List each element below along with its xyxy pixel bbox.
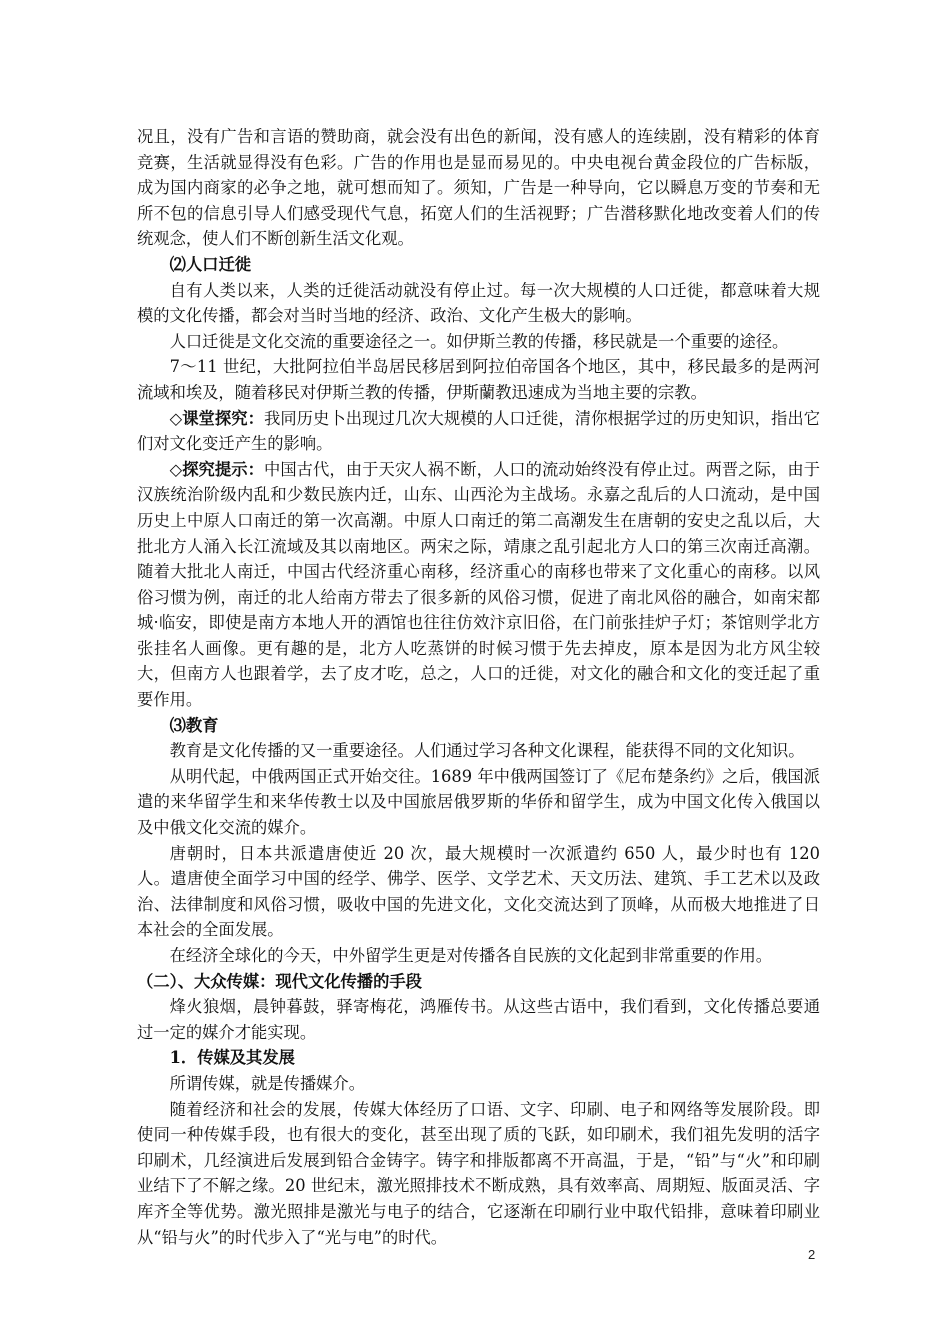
paragraph-tang-japan: 唐朝时，日本共派遣唐使近 20 次，最大规模时一次派遣约 650 人，最少时也有 120 人。遣唐使全面学习中国的经学、佛学、医学、文学艺术、天文历法、建筑、手工艺术以及政治、法律制度和风俗习惯，吸收中国的先进文化，文化交流达到了顶峰，从而极大地推进了日本社会的全面发展。 (137, 843, 820, 940)
paragraph-inquiry-hint (137, 457, 820, 713)
paragraph-education-intro: 教育是文化传播的又一重要途径。人们通过学习各种文化课程，能获得不同的文化知识。 (169, 741, 805, 761)
heading-education: ⑶教育 (169, 715, 219, 735)
inquiry-hint-text: 中国古代，由于天灾人祸不断，人口的流动始终没有停止过。两晋之际，由于汉族统治阶级内乱和少数民族内迁，山东、山西沦为主战场。永嘉之乱后的人口流动，是中国历史上中原人口南迁的第一次高潮。中原人口南迁的第二高潮发生在唐朝的安史之乱以后，大批北方人涌入长江流域及其以南地区。两宋之际，靖康之乱引起北方人口的第三次南迁高潮。随着大批北人南迁，中国古代经济重心南移，经济重心的南移也带来了文化重心的南移。以风俗习惯为例，南迁的北人给南方带去了很多新的风俗习惯，促进了南北风俗的融合，如南宋都城·临安，即使是南方本地人开的酒馆也往往仿效汴京旧俗，在门前张挂炉子灯；茶馆则学北方张挂名人画像。更有趣的是，北方人吃蒸饼的时候习惯于先去掉皮，原本是因为北方风尘较大，但南方人也跟着学，去了皮才吃，总之，人口的迁徙，对文化的融合和文化的变迁起了重要作用。 (137, 459, 820, 710)
class-inquiry-text: 我同历史卜出现过几次大规模的人口迁徙，清你根据学过的历史知识，指出它们对文化变迁产生的影响。 (137, 408, 820, 454)
heading-migration: ⑵人口迁徙 (169, 254, 252, 274)
inquiry-hint-label: ◇探究提示： (169, 459, 264, 479)
paragraph-globalization: 在经济全球化的今天，中外留学生更是对传播各自民族的文化起到非常重要的作用。 (169, 946, 773, 965)
paragraph-migration-intro: 自有人类以来，人类的迁徙活动就没有停止过。每一次大规模的人口迁徙，都意味着大规模的文化传播，都会对当时当地的经济、政治、文化产生极大的影响。 (137, 280, 820, 326)
paragraph-media-history: 随着经济和社会的发展，传媒大体经历了口语、文字、印刷、电子和网络等发展阶段。即使同一种传媒手段，也有很大的变化，甚至出现了质的飞跃，如印刷术，我们祖先发明的活字印刷术，几经演进后发展到铅合金铸字。铸字和排版都离不开高温，于是，“铅”与“火”和印刷业结下了不解之缘。20 世纪末，激光照排技术不断成熟，具有效率高、周期短、版面灵活、字库齐全等优势。激光照排是激光与电子的结合，它逐渐在印刷行业中取代铅排，意味着印刷业从“铅与火”的时代步入了“光与电”的时代。 (137, 1099, 820, 1247)
paragraph-class-inquiry (137, 406, 820, 457)
page-number: 2 (808, 1247, 816, 1262)
paragraph-advertising: 况且，没有广告和言语的赞助商，就会没有出色的新闻，没有感人的连续剧，没有精彩的体育竞赛，生活就显得没有色彩。广告的作用也是显而易见的。中央电视台黄金段位的广告标版，成为国内商家的必争之地，就可想而知了。须知，广告是一种导向，它以瞬息万变的节奏和无所不包的信息引导人们感受现代气息，拓宽人们的生活视野；广告潜移默化地改变着人们的传统观念，使人们不断创新生活文化观。 (137, 127, 820, 249)
heading-mass-media: （二）、大众传媒：现代文化传播的手段 (137, 971, 422, 991)
paragraph-ancient-sayings: 烽火狼烟，晨钟暮鼓，驿寄梅花，鸿雁传书。从这些古语中，我们看到，文化传播总要通过一定的媒介才能实现。 (137, 997, 820, 1042)
document-body (137, 124, 820, 1250)
paragraph-sino-russian: 从明代起，中俄两国正式开始交往。1689 年中俄两国签订了《尼布楚条约》之后，俄国派遣的来华留学生和来华传教士以及中国旅居俄罗斯的华侨和留学生，成为中国文化传入俄国以及中俄文化交流的媒介。 (137, 766, 820, 838)
heading-media-development: 1．传媒及其发展 (169, 1048, 295, 1068)
class-inquiry-label: ◇课堂探究： (169, 408, 264, 428)
paragraph-islam-spread: 7～11 世纪，大批阿拉伯半岛居民移居到阿拉伯帝国各个地区，其中，移民最多的是两河流域和埃及，随着移民对伊斯兰教的传播，伊斯蘭教迅速成为当地主要的宗教。 (137, 357, 820, 402)
paragraph-migration-route: 人口迁徙是文化交流的重要途径之一。如伊斯兰教的传播，移民就是一个重要的途径。 (169, 331, 789, 351)
paragraph-media-definition: 所谓传媒，就是传播媒介。 (169, 1073, 365, 1093)
